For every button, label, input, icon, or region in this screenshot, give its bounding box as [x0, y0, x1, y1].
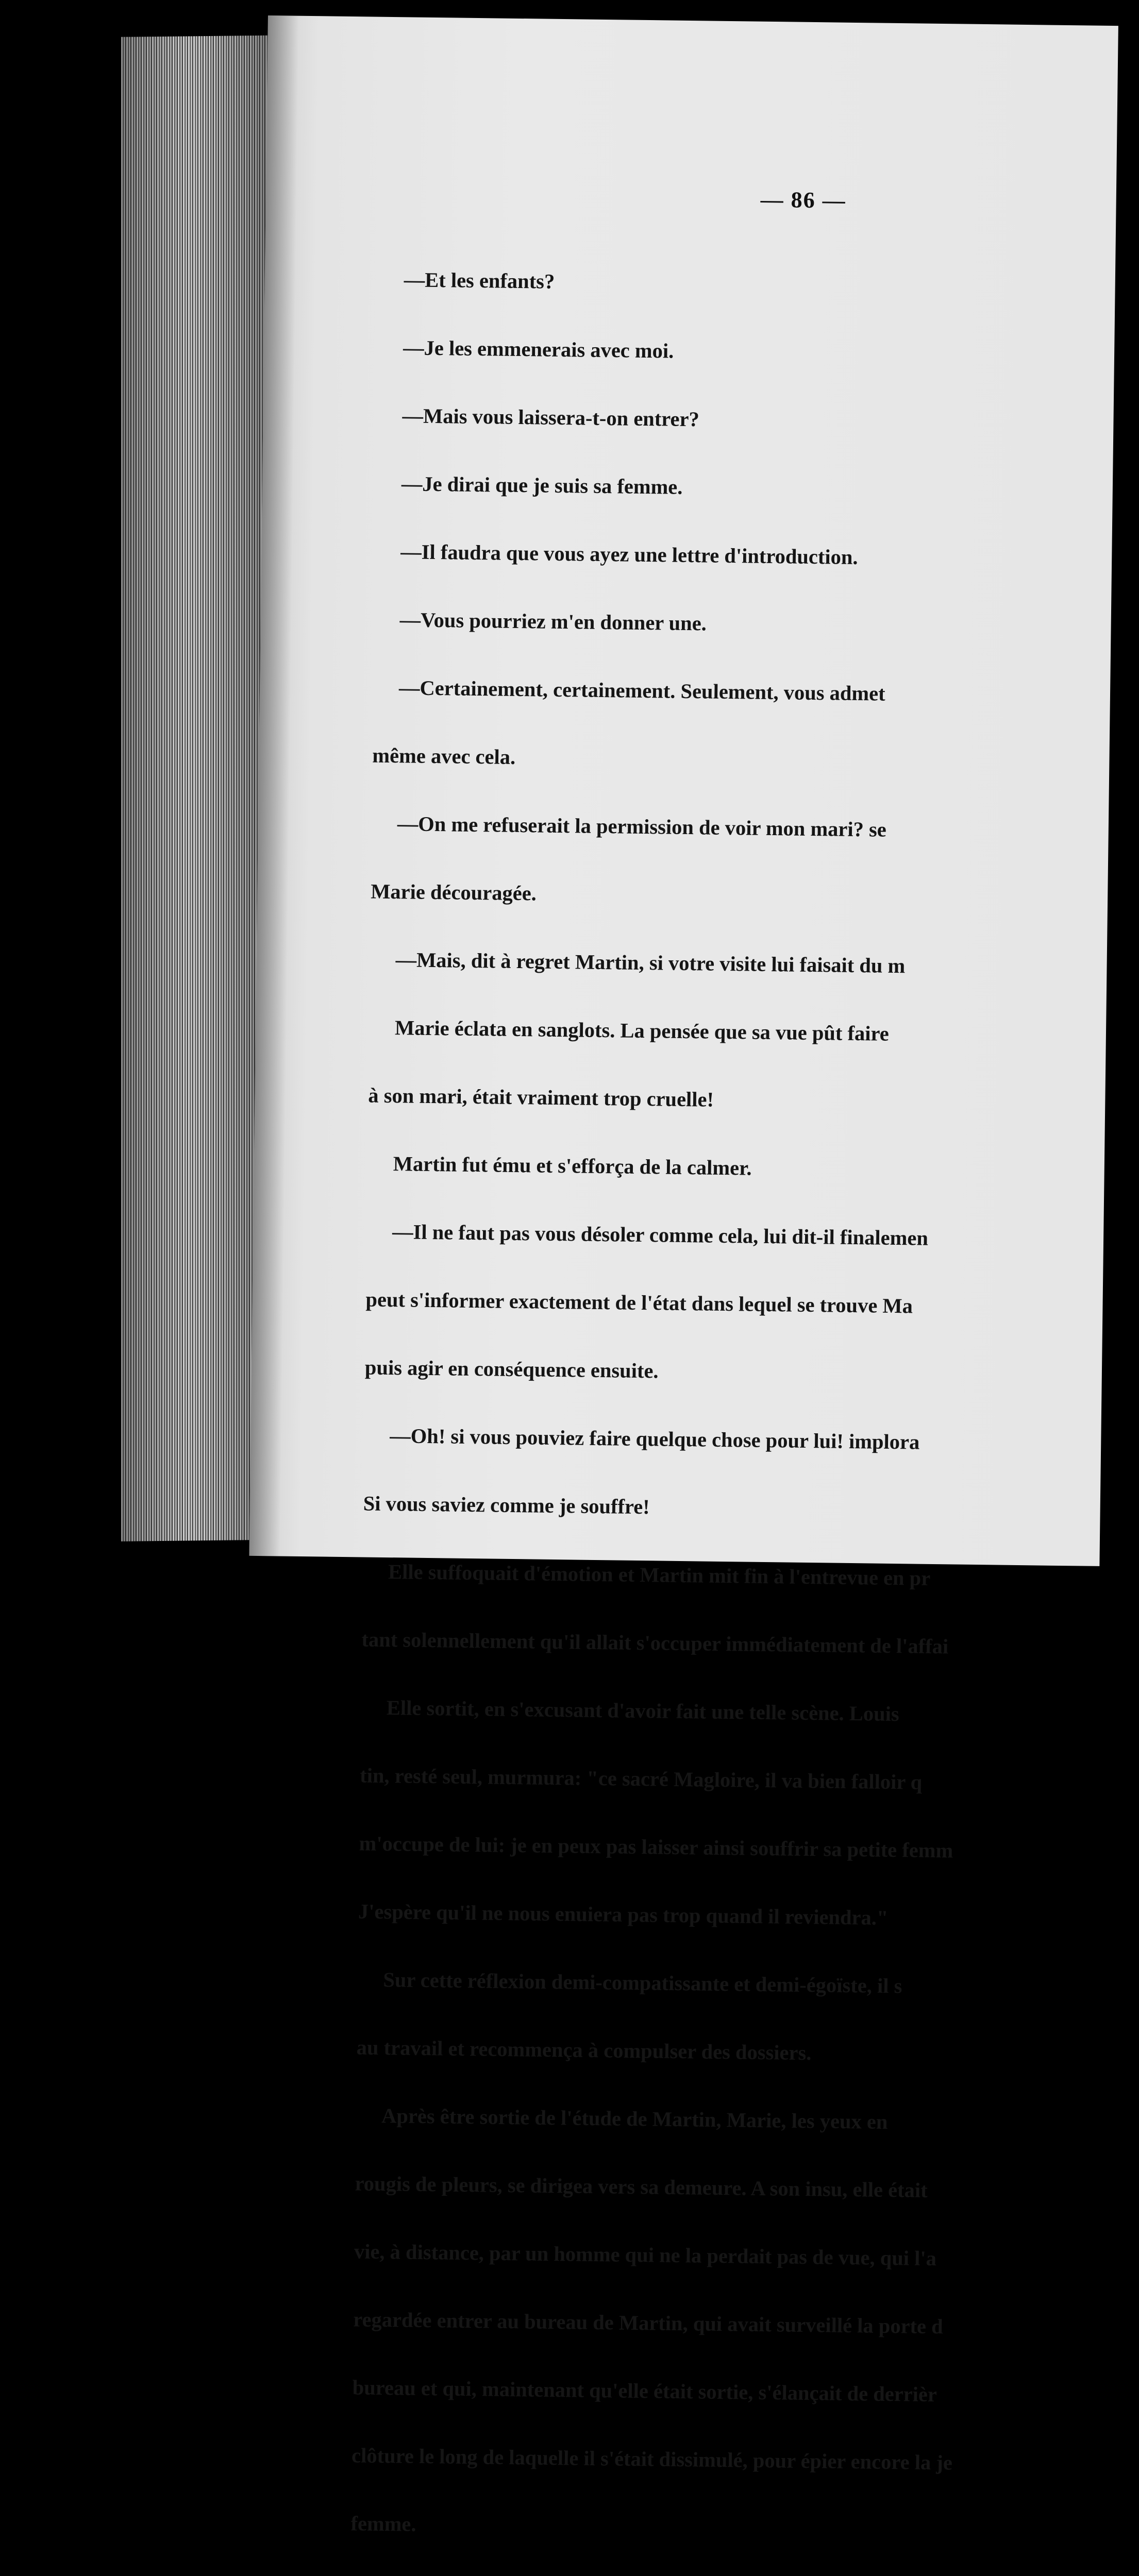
text-line: Elle sortit, en s'excusant d'avoir fait une telle scène. Louis: [386, 1696, 899, 1726]
text-line: bureau et qui, maintenant qu'elle était sortie, s'élançait de derrièr: [352, 2376, 937, 2406]
text-line: —Mais, dit à regret Martin, si votre visite lui faisait du m: [395, 948, 906, 978]
text-line: Martin fut ému et s'efforça de la calmer.: [393, 1152, 752, 1180]
book-page: [249, 15, 1118, 2536]
text-line: Si vous saviez comme je souffre!: [363, 1492, 650, 1519]
text-line: —Je les emmenerais avec moi.: [403, 336, 674, 363]
text-line: Marie éclata en sanglots. La pensée que sa vue pût faire: [394, 1016, 890, 1045]
text-line: vie, à distance, par un homme qui ne la perdait pas de vue, qui l'a: [354, 2240, 937, 2270]
text-line: —On me refuserait la permission de voir mon mari? se: [397, 812, 887, 841]
text-line: Sur cette réflexion demi-compatissante et demi-égoïste, il s: [383, 1968, 902, 1998]
page-text: [350, 223, 1136, 2576]
text-line: —Mais vous laissera-t-on entrer?: [402, 404, 700, 431]
text-line: tant solennellement qu'il allait s'occuper immédiatement de l'affai: [361, 1628, 949, 1658]
text-line: clôture le long de laquelle il s'était dissimulé, pour épier encore la je: [351, 2444, 953, 2475]
text-line: à son mari, était vraiment trop cruelle!: [368, 1083, 714, 1111]
text-line: —Oh! si vous pouviez faire quelque chose pour lui! implora: [390, 1424, 920, 1454]
text-line: —Il faudra que vous ayez une lettre d'introduction.: [400, 540, 858, 569]
text-line: femme.: [350, 2512, 416, 2536]
text-line: —Il ne faut pas vous désoler comme cela, lui dit-il finalemen: [392, 1220, 929, 1250]
text-line: Marie découragée.: [370, 879, 537, 905]
text-line: puis agir en conséquence ensuite.: [364, 1355, 659, 1383]
text-line: regardée entrer au bureau de Martin, qui avait surveillé la porte d: [353, 2308, 943, 2338]
text-line: —Vous pourriez m'en donner une.: [399, 608, 707, 635]
text-line: Elle suffoquait d'émotion et Martin mit fin à l'entrevue en pr: [388, 1560, 931, 1590]
text-line: —Je dirai que je suis sa femme.: [401, 472, 683, 499]
page-number: — 86 —: [760, 187, 846, 213]
text-line: —Certainement, certainement. Seulement, vous admet: [398, 676, 885, 705]
text-line: m'occupe de lui: je en peux pas laisser ainsi souffrir sa petite femm: [359, 1832, 953, 1862]
text-line: même avec cela.: [372, 743, 516, 769]
text-line: peut s'informer exactement de l'état dans lequel se trouve Ma: [365, 1287, 913, 1318]
text-line: au travail et recommença à compulser des dossiers.: [356, 2036, 812, 2065]
text-line: —Et les enfants?: [404, 268, 555, 293]
text-line: Après être sortie de l'étude de Martin, Marie, les yeux en: [381, 2104, 888, 2133]
text-line: rougis de pleurs, se dirigea vers sa demeure. A son insu, elle était: [355, 2172, 928, 2202]
text-line: J'espère qu'il ne nous enuiera pas trop quand il reviendra.": [358, 1900, 889, 1929]
text-line: tin, resté seul, murmura: "ce sacré Magloire, il va bien falloir q: [360, 1764, 923, 1794]
